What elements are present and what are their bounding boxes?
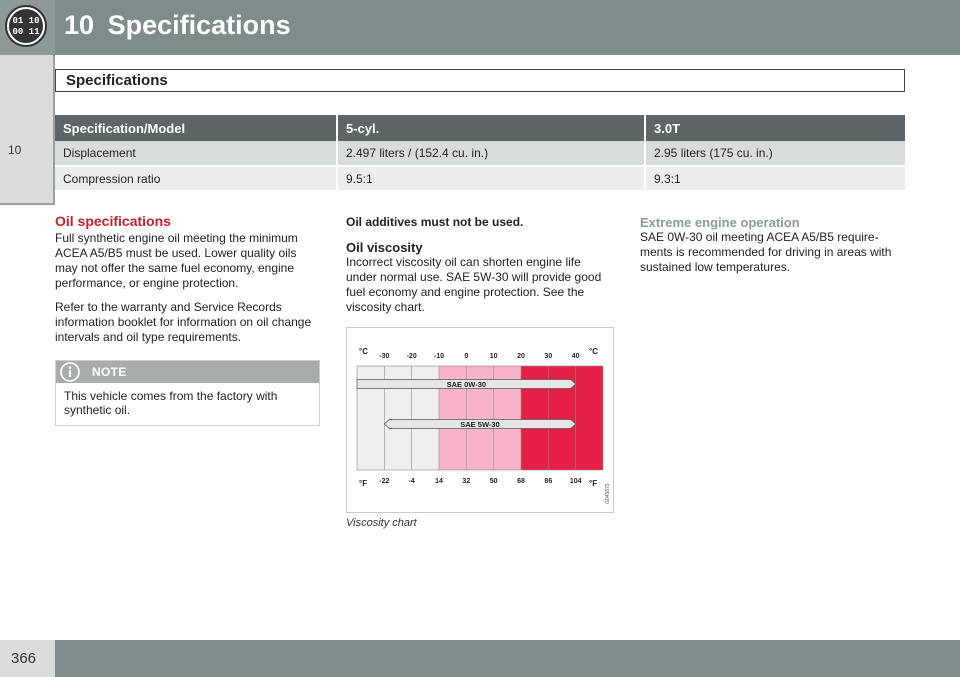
table-cell: 2.497 liters / (152.4 cu. in.) [337, 141, 645, 166]
chapter-name: Specifications [107, 10, 291, 40]
oil-specifications-heading: Oil specifications [55, 213, 171, 229]
table-cell: 2.95 liters (175 cu. in.) [645, 141, 905, 166]
table-header-cell: 3.0T [645, 115, 905, 141]
oil-specifications-paragraph: Refer to the warranty and Service Records information booklet for information on oil change intervals and oil type requirements. [55, 300, 312, 344]
page-number-tab [0, 640, 55, 677]
celsius-tick-label: 0 [464, 353, 469, 360]
viscosity-chart-svg [347, 328, 613, 512]
chapter-title [64, 10, 291, 41]
chart-caption: Viscosity chart [346, 517, 417, 529]
table-cell: 9.5:1 [337, 166, 645, 191]
extreme-operation-paragraph: SAE 0W-30 oil meeting ACEA A5/B5 require-ments is recommended for driving in areas with sustained low temperatures. [640, 230, 892, 274]
fahrenheit-tick-label: -22 [379, 478, 390, 485]
viscosity-chart [346, 327, 614, 513]
table-row [55, 166, 905, 191]
additives-warning: Oil additives must not be used. [346, 215, 524, 229]
celsius-tick-label: -20 [406, 353, 417, 360]
chart-image-code: G045875 [605, 483, 611, 504]
fahrenheit-tick-label: 14 [435, 478, 443, 485]
page-number: 366 [11, 650, 37, 667]
sidebar-chapter-label: 10 [8, 143, 22, 157]
celsius-unit-label: °C [359, 347, 368, 356]
celsius-tick-label: -30 [379, 353, 390, 360]
fahrenheit-tick-label: 86 [544, 478, 553, 485]
celsius-tick-label: -10 [433, 353, 445, 360]
chapter-number: 10 [64, 10, 95, 40]
celsius-tick-label: 40 [571, 353, 580, 360]
table-row [55, 141, 905, 166]
extreme-operation-heading: Extreme engine operation [640, 215, 800, 230]
oil-viscosity-heading: Oil viscosity [346, 240, 423, 255]
fahrenheit-tick-label: 50 [489, 478, 498, 485]
celsius-tick-label: 30 [544, 353, 553, 360]
table-header-cell: Specification/Model [55, 115, 337, 141]
oil-specifications-column [55, 213, 320, 426]
table-cell: 9.3:1 [645, 166, 905, 191]
table-cell: Displacement [55, 141, 337, 166]
viscosity-column [346, 213, 614, 315]
spec-table [55, 115, 905, 192]
footer-bar [0, 640, 960, 677]
table-header-cell: 5-cyl. [337, 115, 645, 141]
chapter-tab [0, 0, 55, 55]
oil-specifications-paragraph: Full synthetic engine oil meeting the minimum ACEA A5/B5 must be used. Lower quality oils may not offer the same fuel economy, engine performance, or engine protection. [55, 231, 298, 290]
fahrenheit-tick-label: 32 [462, 478, 471, 485]
fahrenheit-unit-label: °F [589, 479, 598, 488]
note-text: This vehicle comes from the factory with synthetic oil. [64, 389, 278, 417]
chapter-sidebar-tab [0, 55, 55, 205]
chapter-icon-line-1: 01 10 [12, 16, 40, 26]
table-header-row [55, 115, 905, 141]
note-box [55, 360, 320, 426]
chapter-binary-icon [4, 4, 48, 48]
table-cell: Compression ratio [55, 166, 337, 191]
info-icon [60, 362, 80, 382]
oil-viscosity-paragraph: Incorrect viscosity oil can shorten engine life under normal use. SAE 5W-30 will provide good fuel economy and engine protection. See the viscosity chart. [346, 255, 602, 314]
viscosity-series-label: SAE 5W-30 [460, 420, 500, 429]
note-label: NOTE [92, 365, 127, 379]
fahrenheit-tick-label: -4 [408, 478, 415, 485]
note-header [56, 361, 319, 383]
chapter-icon-line-2: 00 11 [12, 27, 40, 37]
extreme-operation-column [640, 213, 905, 275]
celsius-tick-label: 10 [489, 353, 498, 360]
section-title: Specifications [66, 72, 168, 89]
fahrenheit-tick-label: 104 [569, 478, 582, 485]
fahrenheit-unit-label: °F [359, 479, 368, 488]
viscosity-series-label: SAE 0W-30 [446, 380, 487, 389]
celsius-unit-label: °C [589, 347, 598, 356]
fahrenheit-tick-label: 68 [517, 478, 525, 485]
section-title-box [55, 69, 905, 92]
celsius-tick-label: 20 [517, 353, 525, 360]
